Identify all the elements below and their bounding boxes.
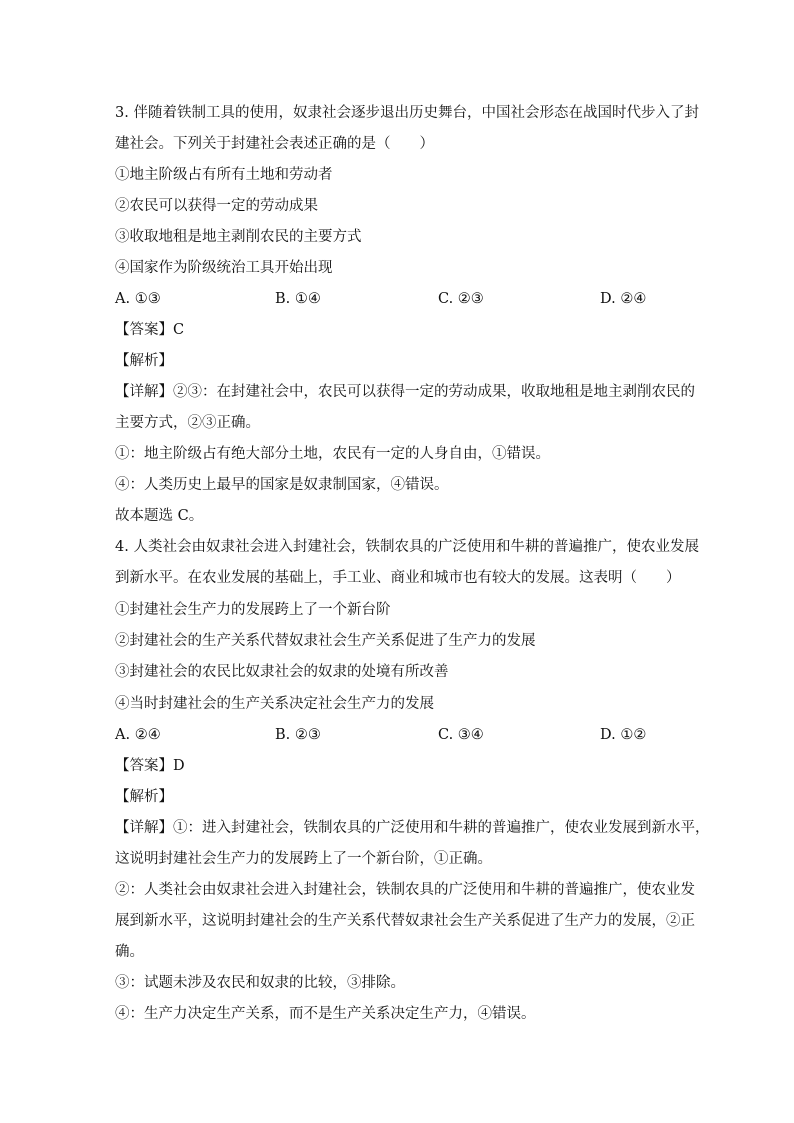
- q3-statement-2: ②农民可以获得一定的劳动成果: [115, 198, 318, 214]
- q4-detail-line4: 展到新水平，这说明封建社会的生产关系代替奴隶社会生产关系促进了生产力的发展，②正: [115, 913, 695, 929]
- q3-option-c: C. ②③: [438, 291, 484, 307]
- q3-detail-line3: ①：地主阶级占有绝大部分土地，农民有一定的人身自由，①错误。: [115, 446, 550, 462]
- q4-detail-line3: ②：人类社会由奴隶社会进入封建社会，铁制农具的广泛使用和牛耕的普遍推广，使农业发: [115, 882, 695, 898]
- q4-statement-3: ③封建社会的农民比奴隶社会的奴隶的处境有所改善: [115, 664, 449, 680]
- q3-option-a: A. ①③: [115, 291, 161, 307]
- q4-stem-line2: 到新水平。在农业发展的基础上，手工业、商业和城市也有较大的发展。这表明（ ）: [115, 570, 681, 586]
- q4-detail-line6: ③：试题未涉及农民和奴隶的比较，③排除。: [115, 975, 405, 991]
- q3-statement-3: ③收取地租是地主剥削农民的主要方式: [115, 229, 362, 245]
- q4-detail-line7: ④：生产力决定生产关系，而不是生产关系决定生产力，④错误。: [115, 1006, 536, 1022]
- q4-stem-line1: 4. 人类社会由奴隶社会进入封建社会，铁制农具的广泛使用和牛耕的普遍推广，使农业发展: [115, 539, 699, 555]
- q3-detail-line1: 【详解】②③：在封建社会中，农民可以获得一定的劳动成果，收取地租是地主剥削农民的: [115, 384, 695, 400]
- q3-stem-line1: 3. 伴随着铁制工具的使用，奴隶社会逐步退出历史舞台，中国社会形态在战国时代步入了封: [115, 105, 699, 121]
- q4-statement-1: ①封建社会生产力的发展跨上了一个新台阶: [115, 602, 391, 618]
- q4-option-a: A. ②④: [115, 727, 161, 743]
- q4-option-c: C. ③④: [438, 727, 484, 743]
- q3-option-d: D. ②④: [600, 291, 647, 307]
- q4-analysis-heading: 【解析】: [115, 789, 173, 805]
- q3-options: [115, 289, 675, 309]
- q4-option-d: D. ①②: [600, 727, 647, 743]
- q4-options: [115, 725, 675, 745]
- q4-detail-line2: 这说明封建社会生产力的发展跨上了一个新台阶，①正确。: [115, 851, 492, 867]
- q3-stem-line2: 建社会。下列关于封建社会表述正确的是（ ）: [115, 136, 434, 152]
- q4-option-b: B. ②③: [275, 727, 321, 743]
- q4-detail-line5: 确。: [115, 944, 144, 960]
- q3-answer: 【答案】C: [115, 322, 185, 338]
- q3-statement-4: ④国家作为阶级统治工具开始出现: [115, 260, 333, 276]
- q3-statement-1: ①地主阶级占有所有土地和劳动者: [115, 167, 333, 183]
- q3-detail-line4: ④：人类历史上最早的国家是奴隶制国家，④错误。: [115, 477, 449, 493]
- q3-detail-line2: 主要方式，②③正确。: [115, 415, 260, 431]
- q4-statement-2: ②封建社会的生产关系代替奴隶社会生产关系促进了生产力的发展: [115, 633, 536, 649]
- q4-statement-4: ④当时封建社会的生产关系决定社会生产力的发展: [115, 696, 434, 712]
- q3-option-b: B. ①④: [275, 291, 321, 307]
- q3-conclusion: 故本题选 C。: [115, 508, 204, 524]
- q3-analysis-heading: 【解析】: [115, 353, 173, 369]
- q4-answer: 【答案】D: [115, 758, 185, 774]
- q4-detail-line1: 【详解】①：进入封建社会，铁制农具的广泛使用和牛耕的普遍推广，使农业发展到新水平，: [115, 820, 710, 836]
